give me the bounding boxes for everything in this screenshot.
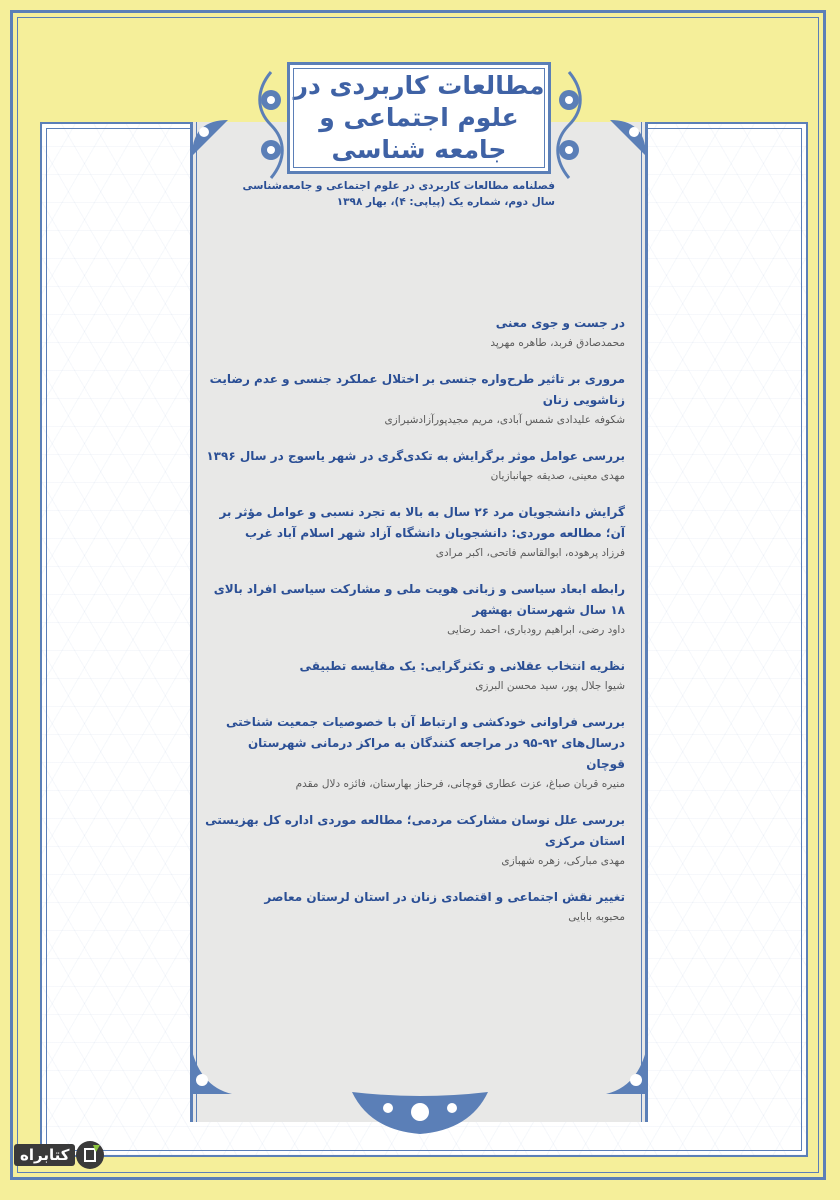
article-authors: فرزاد پرهوده، ابوالقاسم فاتحی، اکبر مرادی [435, 547, 625, 559]
article-title[interactable]: گرایش دانشجویان مرد ۲۶ سال به بالا به تجرد نسبی و عوامل مؤثر بر آن؛ مطالعه موردی: دانشجویان دانشگاه آزاد شهر اسلام آباد غرب [219, 505, 625, 540]
list-item [205, 502, 625, 562]
journal-title-line-3: جامعه شناسی [331, 135, 507, 164]
article-title[interactable]: مروری بر تاثیر طرح‌واره جنسی بر اختلال عملکرد جنسی و عدم رضایت زناشویی زنان [209, 372, 625, 407]
ornament-corner-right-icon [608, 118, 648, 158]
journal-title-line-2: علوم اجتماعی و [319, 103, 519, 132]
list-item [205, 313, 625, 352]
journal-issue: سال دوم، شماره یک (پیاپی: ۴)، بهار ۱۳۹۸ [336, 196, 555, 208]
list-item [205, 369, 625, 429]
ketabrah-book-icon [75, 1140, 105, 1170]
ornament-bottom-center-icon [350, 1090, 490, 1136]
article-authors: داود رضی، ابراهیم رودباری، احمد رضایی [447, 624, 625, 636]
article-authors: محبوبه بابایی [568, 911, 625, 923]
ornament-bottom-right-icon [604, 1040, 650, 1096]
article-authors: شکوفه علیدادی شمس آبادی، مریم مجیدپورآزادشیرازی [384, 414, 625, 426]
list-item [205, 810, 625, 870]
article-authors: شیوا جلال پور، سید محسن البرزی [475, 680, 625, 692]
list-item [205, 656, 625, 695]
ornament-corner-left-icon [190, 118, 230, 158]
article-title[interactable]: رابطه ابعاد سیاسی و زبانی هویت ملی و مشارکت سیاسی افراد بالای ۱۸ سال شهرستان بهشهر [213, 582, 625, 617]
article-title[interactable]: بررسی فراوانی خودکشی و ارتباط آن با خصوصیات جمعیت شناختی درسال‌های ۹۲-۹۵ در مراجعه کنندگان به مراکز درمانی شهرستان قوچان [226, 715, 625, 771]
article-title[interactable]: بررسی عوامل موثر برگرایش به تکدی‌گری در شهر یاسوج در سال ۱۳۹۶ [206, 449, 625, 463]
ornament-bottom-left-icon [188, 1040, 234, 1096]
list-item [205, 579, 625, 639]
journal-title-box [287, 62, 551, 174]
ornament-top-left-icon [250, 70, 292, 180]
article-authors: مهدی معینی، صدیقه جهانبازیان [490, 470, 625, 482]
ornament-top-right-icon [548, 70, 590, 180]
article-title[interactable]: تغییر نقش اجتماعی و اقتصادی زنان در استان لرستان معاصر [264, 890, 625, 904]
article-title[interactable]: بررسی علل نوسان مشارکت مردمی؛ مطالعه موردی اداره کل بهزیستی استان مرکزی [205, 813, 625, 848]
article-authors: محمدصادق فربد، طاهره مهرپد [490, 337, 625, 349]
ketabrah-logo[interactable] [10, 1140, 105, 1170]
article-title[interactable]: نظریه انتخاب عقلانی و تکثرگرایی: یک مقایسه تطبیقی [299, 659, 625, 673]
journal-subtitle: فصلنامه مطالعات کاربردی در علوم اجتماعی و جامعه‌شناسی [242, 180, 555, 192]
list-item [205, 712, 625, 793]
article-authors: منیره قربان صباغ، عزت عطاری قوچانی، فرحناز بهارستان، فائزه دلال مقدم [295, 778, 625, 790]
article-authors: مهدی مبارکی، زهره شهبازی [501, 855, 625, 867]
table-of-contents [205, 313, 625, 943]
article-title[interactable]: در جست و جوی معنی [495, 316, 625, 330]
list-item [205, 887, 625, 926]
ketabrah-logo-text: کتابراه [14, 1144, 75, 1166]
list-item [205, 446, 625, 485]
journal-title-line-1: مطالعات کاربردی در [293, 71, 545, 100]
